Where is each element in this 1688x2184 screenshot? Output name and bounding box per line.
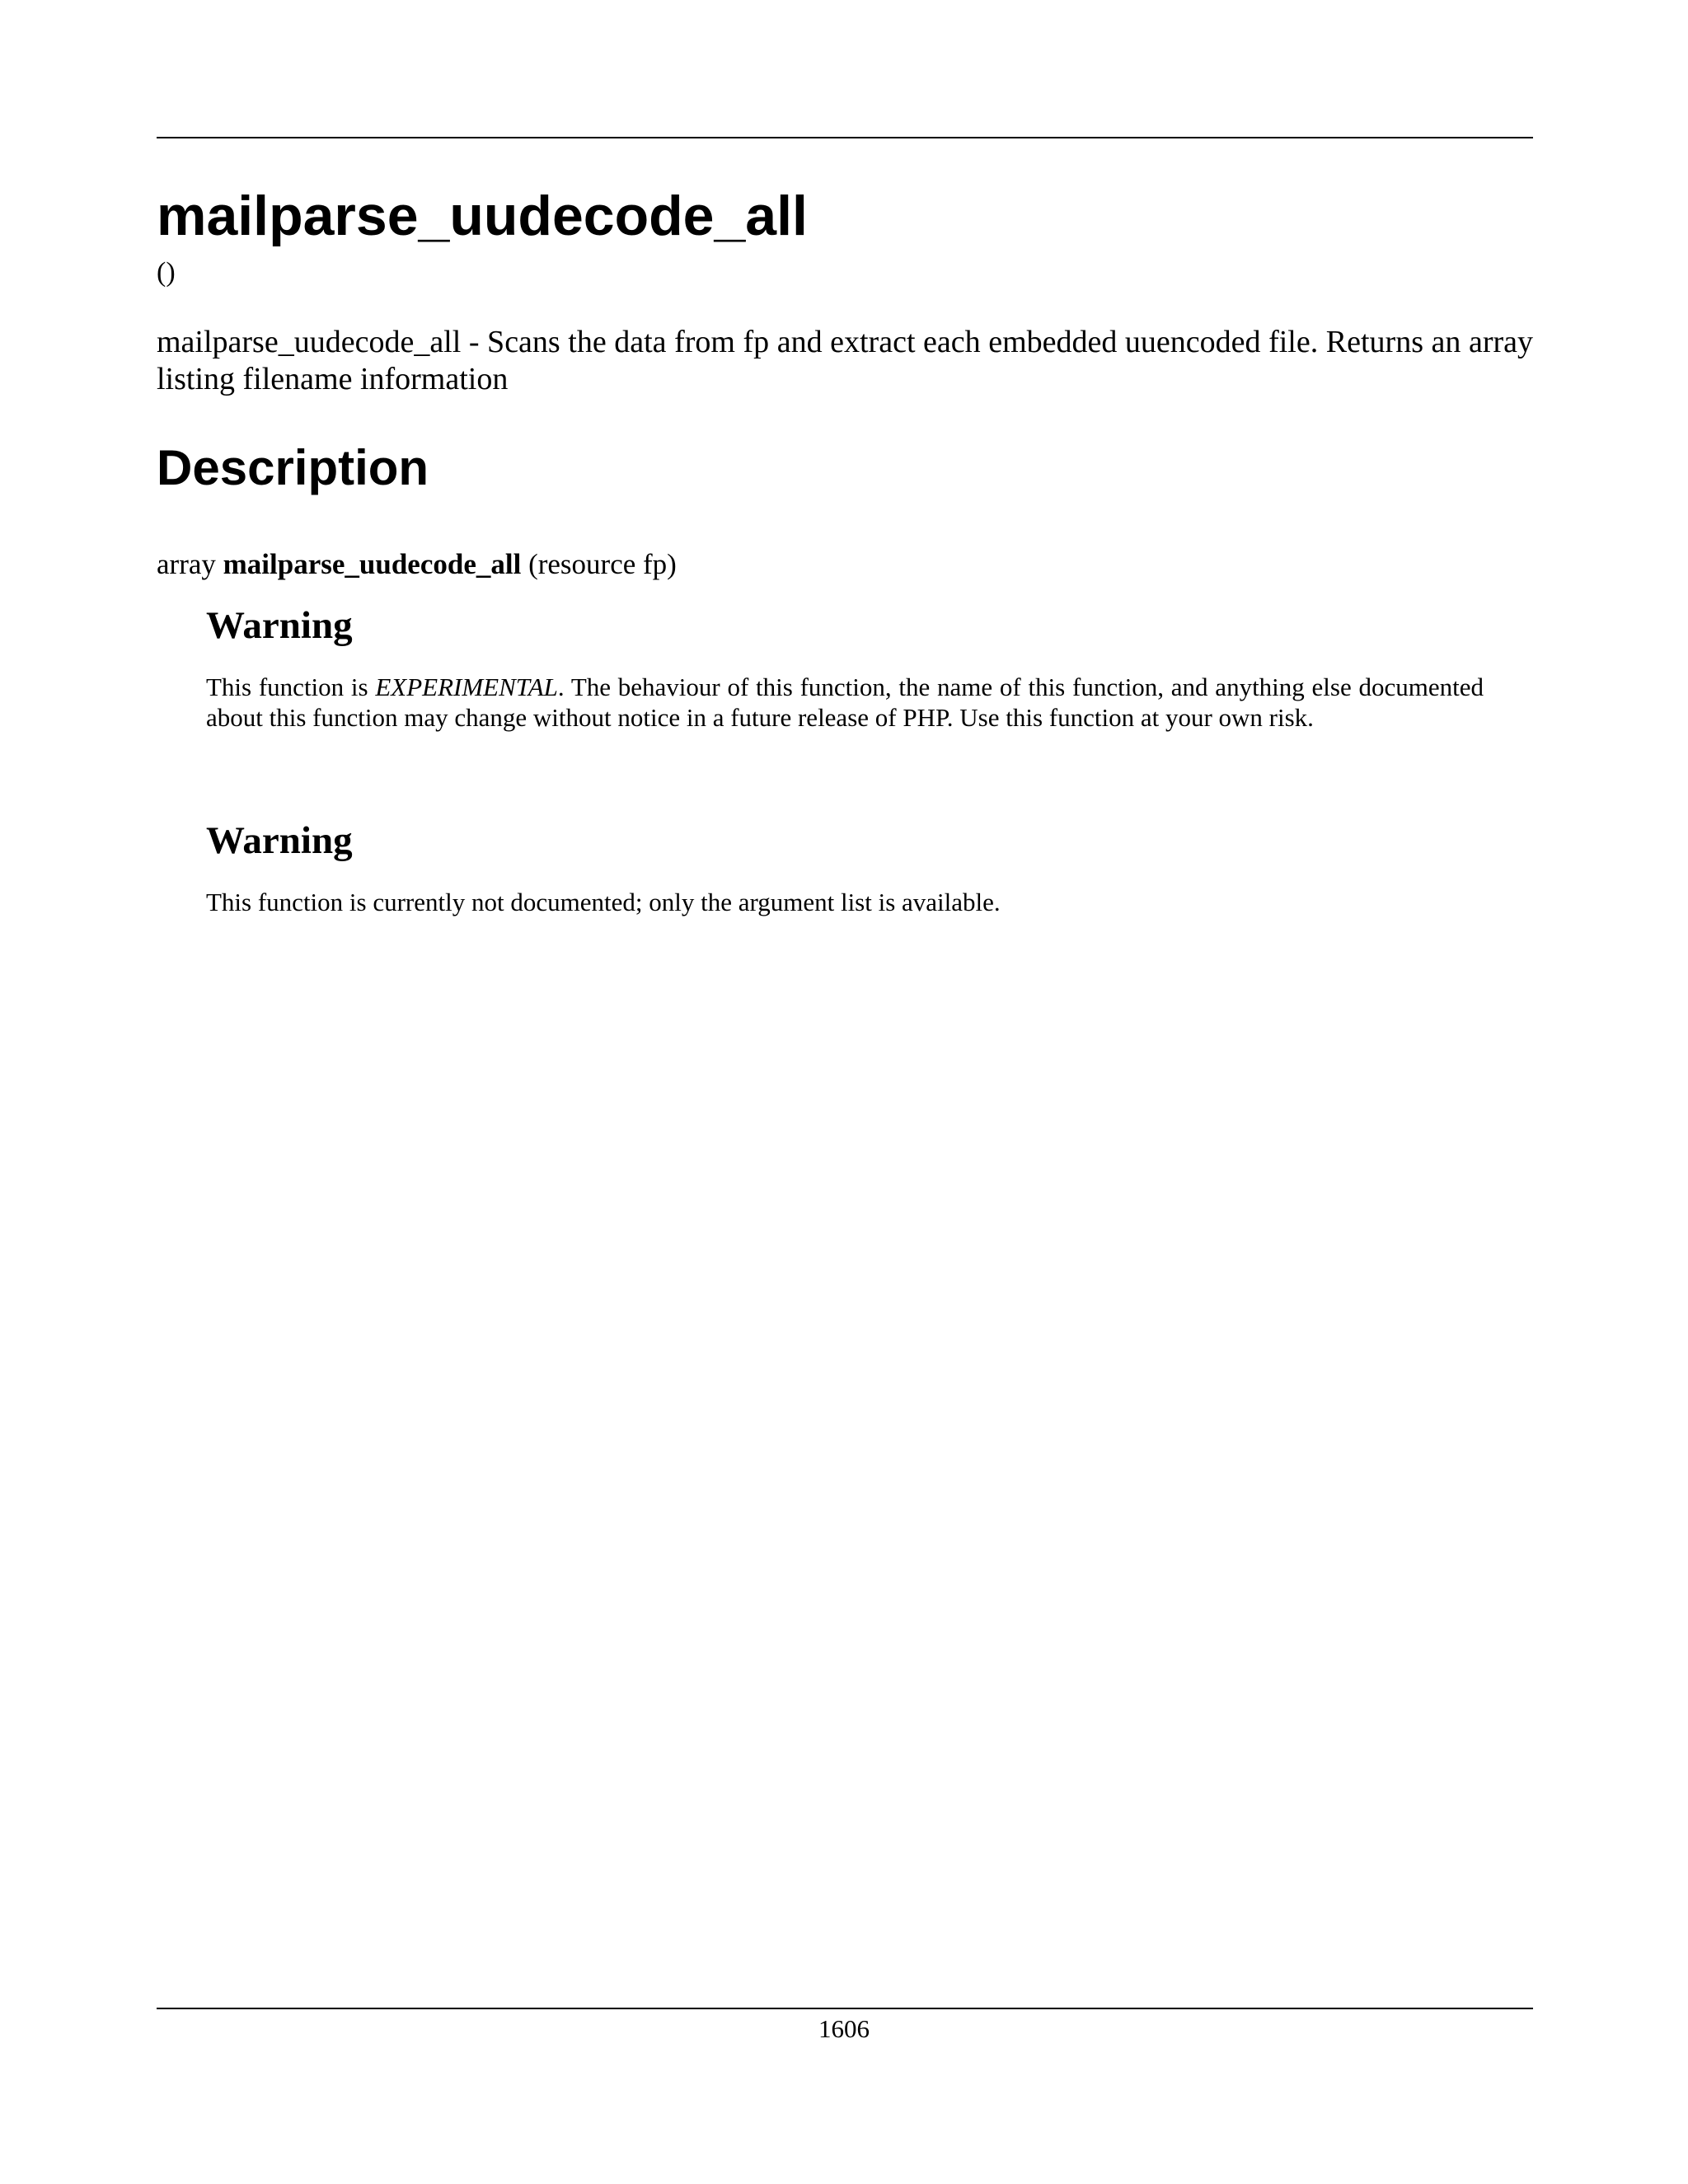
warning-undocumented [206,819,1484,917]
warning-text: This function is currently not documented; only the argument list is available. [206,888,1001,916]
warning-text-after: . The behaviour of this function, the name of this function, and anything else documented about this function may change without notice in a future release of PHP. Use this function at your own risk. [206,673,1484,732]
warning-experimental [206,604,1484,733]
header-rule [157,137,1533,138]
warning-title: Warning [206,819,353,862]
section-heading-description: Description [157,440,429,495]
warning-text [206,672,1484,733]
page-number: 1606 [818,2014,870,2043]
synopsis-params: (resource fp) [528,548,677,580]
footer-rule [157,2008,1533,2009]
function-purpose: mailparse_uudecode_all - Scans the data from fp and extract each embedded uuencoded file. Returns an array listing filename information [157,325,1533,396]
function-parens: () [157,257,176,288]
return-type: array [157,548,216,580]
warning-title: Warning [206,604,353,647]
function-title: mailparse_uudecode_all [157,185,808,247]
function-synopsis [157,547,677,582]
warning-emphasis: EXPERIMENTAL [375,673,558,701]
synopsis-function-name: mailparse_uudecode_all [223,548,522,580]
warning-text-before: This function is [206,673,376,701]
